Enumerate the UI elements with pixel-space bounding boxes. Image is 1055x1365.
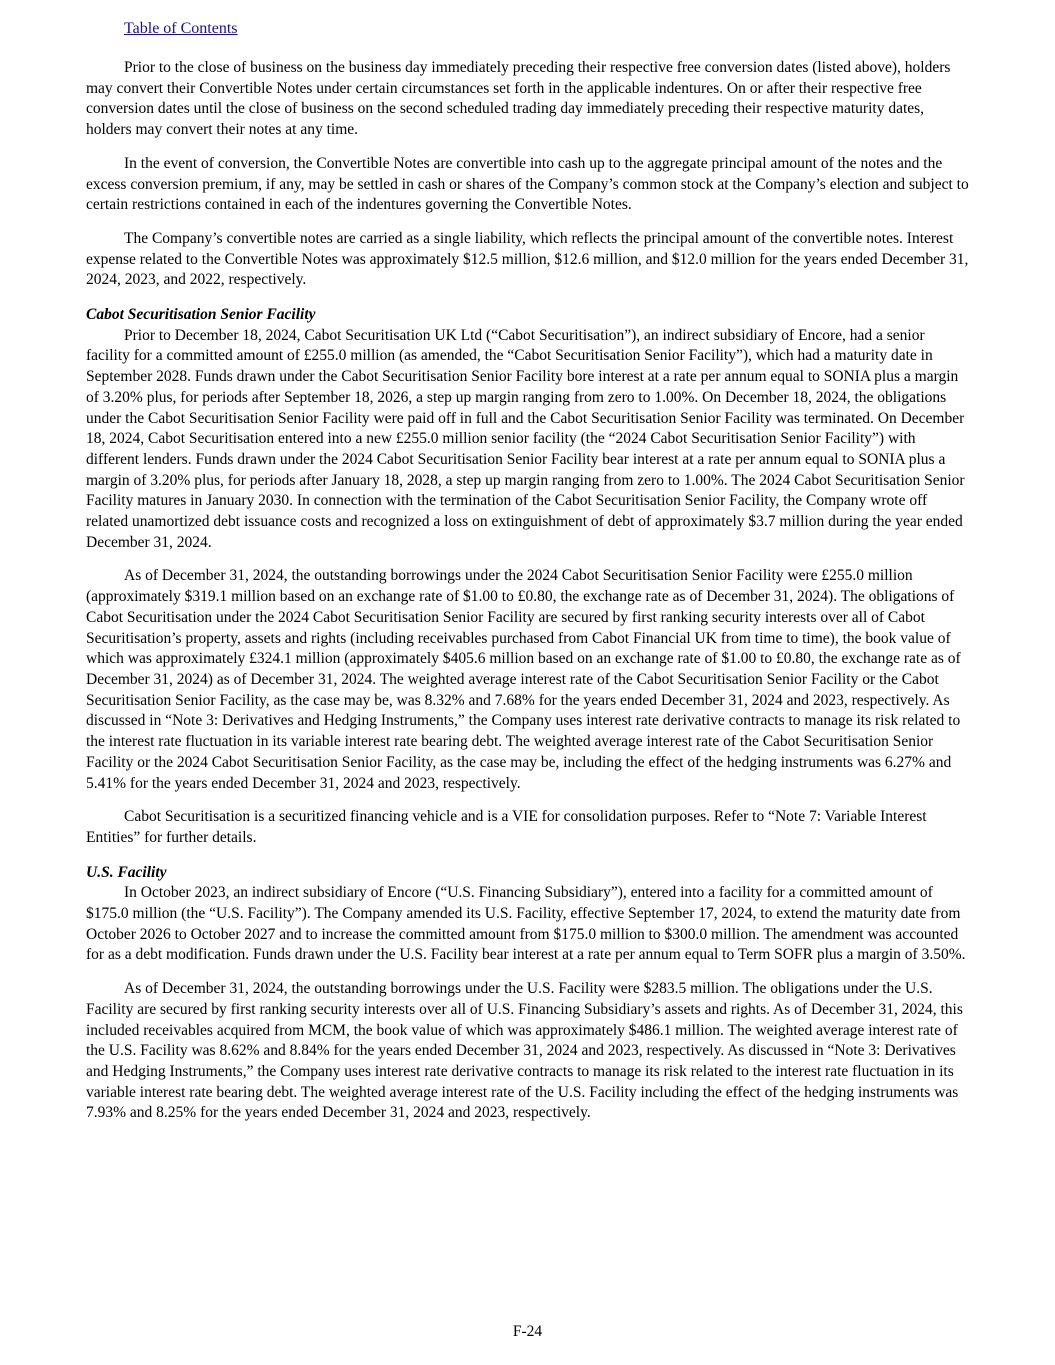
us-facility-section-heading: U.S. Facility xyxy=(86,863,167,881)
convertible-paragraph-3: The Company’s convertible notes are carried as a single liability, which reflects the principal amount of the convertible notes. Interest expense related to the Convertible Notes was approximately $12.5 million, $12.6 million, and $12.0 million for the years ended December 31, 2024, 2023, and 2022, respectively. xyxy=(86,229,969,289)
page-number: F-24 xyxy=(512,1323,543,1340)
document-page xyxy=(86,18,970,1124)
us-facility-paragraph-2: As of December 31, 2024, the outstanding borrowings under the U.S. Facility were $283.5 million. The obligations under the U.S. Facility are secured by first ranking security interests over all of U.S. Financing Subsidiary’s assets and rights. As of December 31, 2024, this included receivables acquired from MCM, the book value of which was approximately $486.1 million. The weighted average interest rate of the U.S. Facility was 8.62% and 8.84% for the years ended December 31, 2024 and 2023, respectively. As discussed in “Note 3: Derivatives and Hedging Instruments,” the Company uses interest rate derivative contracts to manage its risk related to the interest rate fluctuation in its variable interest rate bearing debt. The weighted average interest rate of the U.S. Facility including the effect of the hedging instruments was 7.93% and 8.25% for the years ended December 31, 2024 and 2023, respectively. xyxy=(86,980,963,1122)
convertible-paragraph-2: In the event of conversion, the Convertible Notes are convertible into cash up to the aggregate principal amount of the notes and the excess conversion premium, if any, may be settled in cash or shares of the Company’s common stock at the Company’s election and subject to certain restrictions contained in each of the indentures governing the Convertible Notes. xyxy=(86,154,969,214)
cabot-paragraph-2: As of December 31, 2024, the outstanding borrowings under the 2024 Cabot Securitisation Senior Facility were £255.0 million (approximately $319.1 million based on an exchange rate of $1.00 to £0.80, the exchange rate as of December 31, 2024). The obligations of Cabot Securitisation under the 2024 Cabot Securitisation Senior Facility are secured by first ranking security interests over all of Cabot Securitisation’s property, assets and rights (including receivables purchased from Cabot Financial UK from time to time), the book value of which was approximately £324.1 million (approximately $405.6 million based on an exchange rate of $1.00 to £0.80, the exchange rate as of December 31, 2024) as of December 31, 2024. The weighted average interest rate of the Cabot Securitisation Senior Facility or the Cabot Securitisation Senior Facility, as the case may be, was 8.32% and 7.68% for the years ended December 31, 2024 and 2023, respectively. As discussed in “Note 3: Derivatives and Hedging Instruments,” the Company uses interest rate derivative contracts to manage its risk related to the interest rate fluctuation in its variable interest rate bearing debt. The weighted average interest rate of the Cabot Securitisation Senior Facility or the 2024 Cabot Securitisation Senior Facility, as the case may be, including the effect of the hedging instruments was 6.27% and 5.41% for the years ended December 31, 2024 and 2023, respectively. xyxy=(86,567,961,792)
cabot-paragraph-1: Prior to December 18, 2024, Cabot Securitisation UK Ltd (“Cabot Securitisation”), an indirect subsidiary of Encore, had a senior facility for a committed amount of £255.0 million (as amended, the “Cabot Securitisation Senior Facility”), which had a maturity date in September 2028. Funds drawn under the Cabot Securitisation Senior Facility bore interest at a rate per annum equal to SONIA plus a margin of 3.20% plus, for periods after September 18, 2026, a step up margin ranging from zero to 1.00%. On December 18, 2024, the obligations under the Cabot Securitisation Senior Facility were paid off in full and the Cabot Securitisation Senior Facility was terminated. On December 18, 2024, Cabot Securitisation entered into a new £255.0 million senior facility (the “2024 Cabot Securitisation Senior Facility”) with different lenders. Funds drawn under the 2024 Cabot Securitisation Senior Facility bear interest at a rate per annum equal to SONIA plus a margin of 3.20% plus, for periods after January 18, 2028, a step up margin ranging from zero to 1.00%. The 2024 Cabot Securitisation Senior Facility matures in January 2030. In connection with the termination of the Cabot Securitisation Senior Facility, the Company wrote off related unamortized debt issuance costs and recognized a loss on extinguishment of debt of approximately $3.7 million during the year ended December 31, 2024. xyxy=(86,326,965,551)
table-of-contents-link[interactable]: Table of Contents xyxy=(124,20,238,37)
cabot-paragraph-3: Cabot Securitisation is a securitized financing vehicle and is a VIE for consolidation purposes. Refer to “Note 7: Variable Interest Entities” for further details. xyxy=(86,808,927,846)
convertible-paragraph-1: Prior to the close of business on the business day immediately preceding their respective free conversion dates (listed above), holders may convert their Convertible Notes under certain circumstances set forth in the applicable indentures. On or after their respective free conversion dates until the close of business on the second scheduled trading day immediately preceding their respective maturity dates, holders may convert their notes at any time. xyxy=(86,59,951,139)
cabot-section-heading: Cabot Securitisation Senior Facility xyxy=(86,306,316,324)
us-facility-paragraph-1: In October 2023, an indirect subsidiary of Encore (“U.S. Financing Subsidiary”), entered into a facility for a committed amount of $175.0 million (the “U.S. Facility”). The Company amended its U.S. Facility, effective September 17, 2024, to extend the maturity date from October 2026 to October 2027 and to increase the committed amount from $175.0 million to $300.0 million. The amendment was accounted for as a debt modification. Funds drawn under the U.S. Facility bear interest at a rate per annum equal to Term SOFR plus a margin of 3.50%. xyxy=(86,884,966,964)
